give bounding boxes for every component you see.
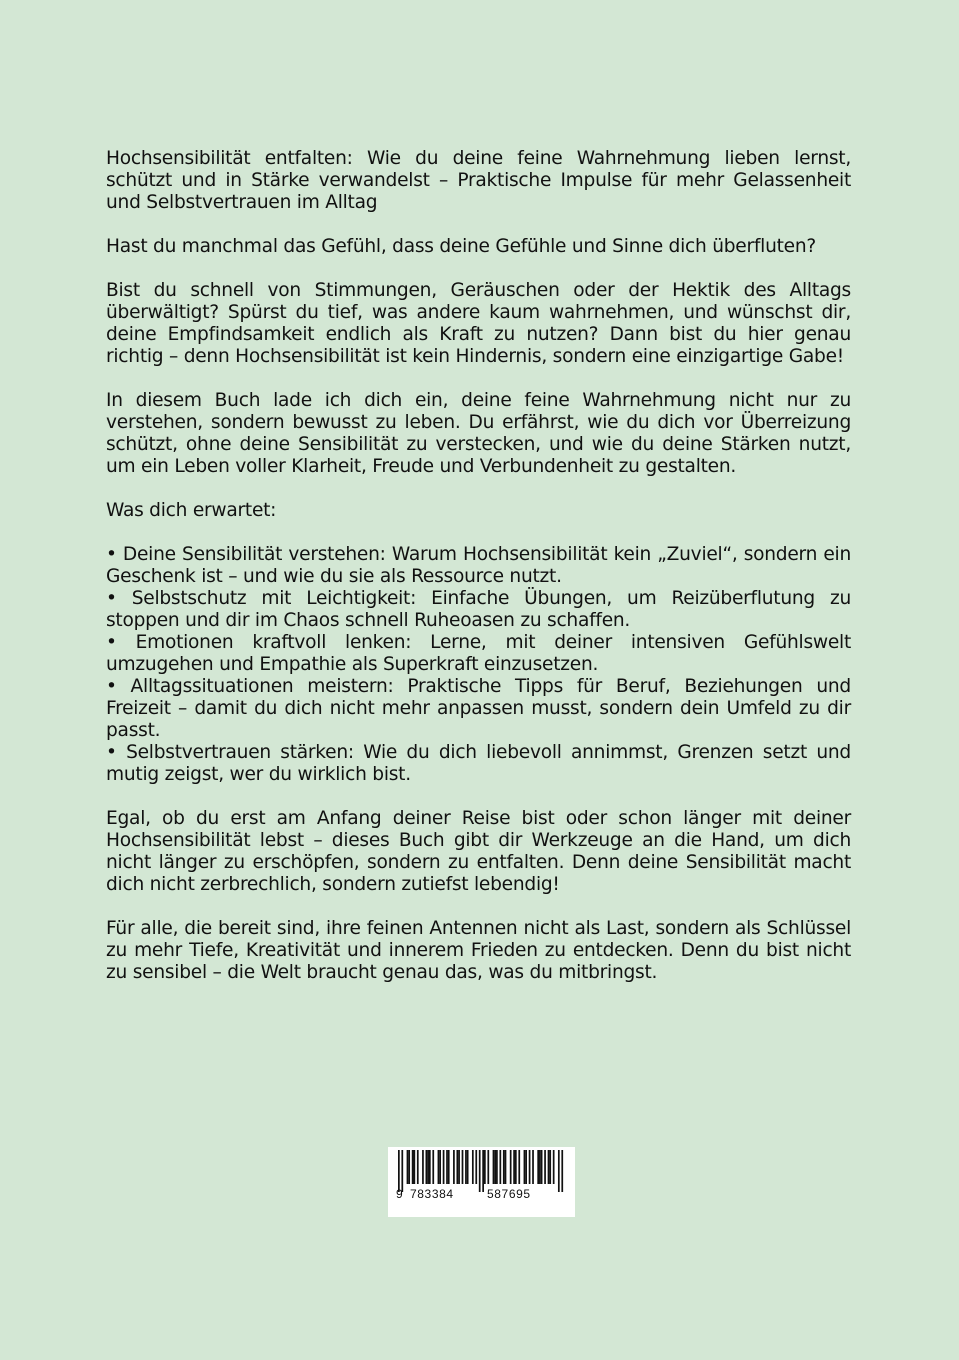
barcode-bar	[453, 1150, 455, 1184]
barcode-bar	[548, 1150, 550, 1184]
barcode-first-digit: 9	[396, 1187, 403, 1201]
barcode-bar	[462, 1150, 464, 1184]
barcode-bar	[458, 1150, 460, 1184]
barcode-bar	[518, 1150, 520, 1184]
blurb-closing: Egal, ob du erst am Anfang deiner Reise bist oder schon länger mit deiner Hochsensibilität lebst – dieses Buch gibt dir Werkzeuge an die Hand, um dich nicht länger zu erschöpfen, sondern zu entfalten. Denn deine Sensibilität macht dich nicht zerbrechlich, sondern zutiefst lebendig!	[106, 808, 851, 895]
barcode-bar	[408, 1150, 410, 1184]
barcode-bar	[529, 1150, 531, 1184]
barcode-bar	[513, 1150, 515, 1184]
barcode-bar	[438, 1150, 440, 1184]
barcode-bar	[503, 1150, 505, 1184]
barcode-bar	[544, 1150, 546, 1184]
barcode-bar	[427, 1150, 429, 1184]
feature-item: • Deine Sensibilität verstehen: Warum Hochsensibilität kein „Zuviel“, sondern ein Geschenk ist – und wie du sie als Ressource nutzt.	[106, 544, 851, 587]
barcode-bar	[456, 1150, 458, 1184]
barcode-bar	[487, 1150, 489, 1184]
barcode-bar	[524, 1150, 526, 1184]
feature-item: • Emotionen kraftvoll lenken: Lerne, mit deiner intensiven Gefühlswelt umzugehen und Empathie als Superkraft einzusetzen.	[106, 632, 851, 675]
barcode-bar	[398, 1150, 400, 1192]
back-cover-blurb	[106, 148, 851, 984]
barcode-bar	[515, 1150, 517, 1184]
barcode-bar	[482, 1150, 484, 1192]
barcode-bar	[412, 1150, 414, 1184]
barcode-left-digits: 783384	[410, 1187, 454, 1201]
barcode-bar	[505, 1150, 507, 1184]
barcode-bar	[496, 1150, 498, 1184]
barcode-bar	[472, 1150, 474, 1184]
barcode-bar	[446, 1150, 448, 1184]
barcode-bar	[407, 1150, 409, 1184]
barcode-bar	[413, 1150, 415, 1184]
barcode-bar	[499, 1150, 501, 1184]
barcode-bar	[553, 1150, 555, 1184]
feature-item: • Selbstschutz mit Leichtigkeit: Einfache Übungen, um Reizüberflutung zu stoppen und dir im Chaos schnell Ruheoasen zu schaffen.	[106, 588, 851, 631]
barcode-bar	[439, 1150, 441, 1184]
barcode-bar	[525, 1150, 527, 1184]
feature-list	[106, 544, 851, 786]
blurb-intro: Bist du schnell von Stimmungen, Geräuschen oder der Hektik des Alltags überwältigt? Spürst du tief, was andere kaum wahrnehmen, und wünschst dir, deine Empfindsamkeit endlich als Kraft zu nutzen? Dann bist du hier genau richtig – denn Hochsensibilität ist kein Hindernis, sondern eine einzigartige Gabe!	[106, 280, 851, 367]
barcode-bar	[510, 1150, 512, 1184]
barcode-bar	[448, 1150, 450, 1184]
barcode-bar	[537, 1150, 539, 1184]
blurb-invitation: In diesem Buch lade ich dich ein, deine feine Wahrnehmung nicht nur zu verstehen, sondern bewusst zu leben. Du erfährst, wie du dich vor Überreizung schützt, ohne deine Sensibilität zu verstecken, und wie du deine Stärken nutzt, um ein Leben voller Klarheit, Freude und Verbundenheit zu gestalten.	[106, 390, 851, 477]
barcode-bar	[417, 1150, 419, 1184]
barcode-bar	[467, 1150, 469, 1184]
isbn-barcode	[388, 1147, 575, 1217]
barcode-bar	[443, 1150, 445, 1184]
barcode-bar	[493, 1150, 495, 1184]
barcode-bars	[398, 1150, 563, 1192]
blurb-headline: Hochsensibilität entfalten: Wie du deine feine Wahrnehmung lieben lernst, schützt und in Stärke verwandelst – Praktische Impulse für mehr Gelassenheit und Selbstvertrauen im Alltag	[106, 148, 851, 213]
barcode-right-digits: 587695	[487, 1187, 531, 1201]
barcode-bar	[549, 1150, 551, 1184]
barcode-bar	[484, 1150, 486, 1184]
feature-item: • Selbstvertrauen stärken: Wie du dich liebevoll annimmst, Grenzen setzt und mutig zeigst, wer du wirklich bist.	[106, 742, 851, 785]
barcode-bar	[558, 1150, 560, 1192]
barcode-bar	[475, 1150, 477, 1184]
barcode-bar	[532, 1150, 534, 1184]
barcode-bar	[494, 1150, 496, 1184]
barcode-bar	[479, 1150, 481, 1192]
blurb-question: Hast du manchmal das Gefühl, dass deine Gefühle und Sinne dich überfluten?	[106, 236, 816, 257]
barcode-bar	[429, 1150, 431, 1184]
blurb-final: Für alle, die bereit sind, ihre feinen Antennen nicht als Last, sondern als Schlüssel zu mehr Tiefe, Kreativität und innerem Frieden zu entdecken. Denn du bist nicht zu sensibel – die Welt braucht genau das, was du mitbringst.	[106, 918, 851, 983]
feature-item: • Alltagssituationen meistern: Praktische Tipps für Beruf, Beziehungen und Freizeit – damit du dich nicht mehr anpassen musst, sondern dein Umfeld zu dir passt.	[106, 676, 851, 741]
barcode-bar	[465, 1150, 467, 1184]
barcode-bar	[426, 1150, 428, 1184]
barcode-bar	[539, 1150, 541, 1184]
barcode-bar	[432, 1150, 434, 1184]
barcode-bar	[561, 1150, 563, 1192]
barcode-graphic	[388, 1147, 575, 1217]
barcode-bar	[422, 1150, 424, 1184]
expect-heading: Was dich erwartet:	[106, 500, 277, 521]
barcode-bar	[541, 1150, 543, 1184]
barcode-bar	[401, 1150, 403, 1192]
